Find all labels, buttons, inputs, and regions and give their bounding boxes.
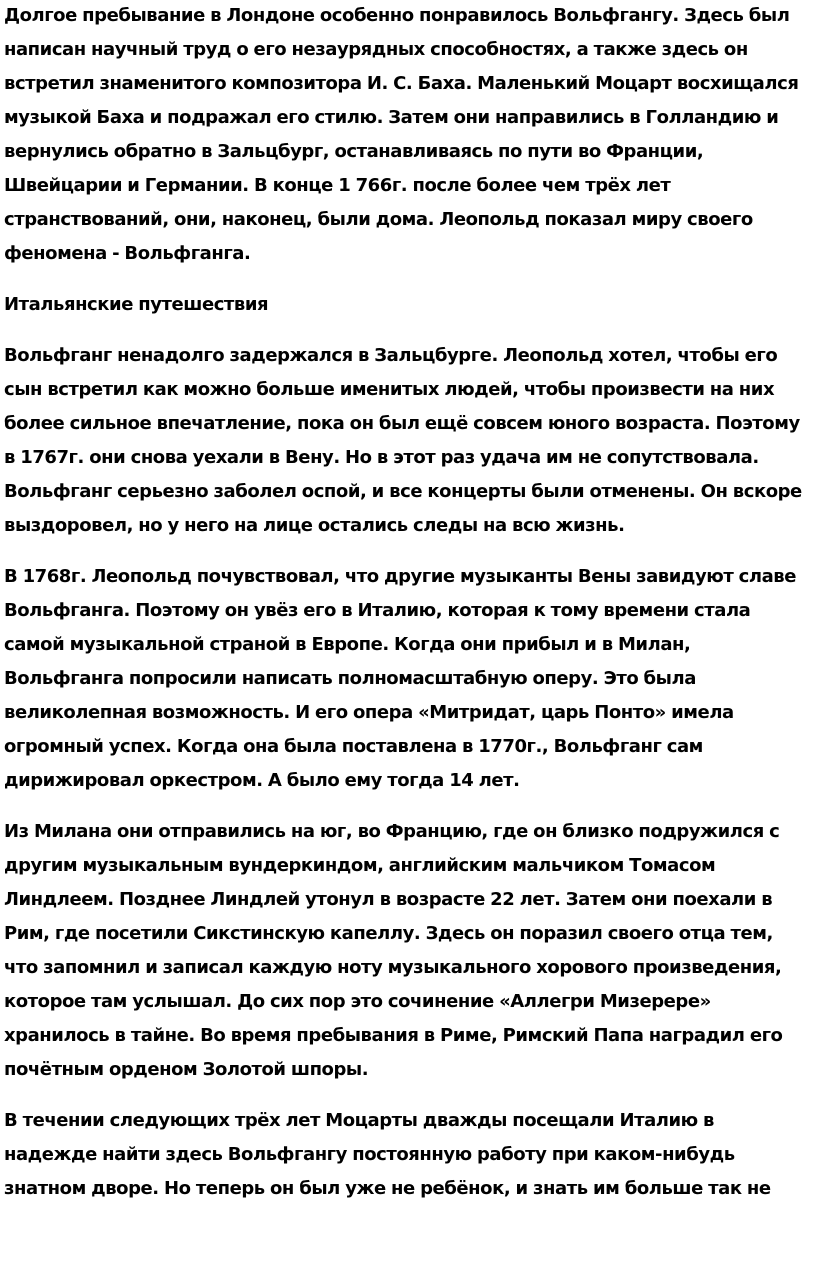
paragraph-rome: Из Милана они отправились на юг, во Францию, где он близко подружился с другим музыкальным вундеркиндом, английским мальчиком Томасом Линдлеем. Позднее Линдлей утонул в возрасте 22 лет. Затем они поехали в Рим, где посетили Сикстинскую капеллу. Здесь он поразил своего отца тем, что запомнил и записал каждую ноту музыкального хорового произведения, которое там услышал. До сих пор это сочинение «Аллегри Мизерере» хранилось в тайне. Во время пребывания в Риме, Римский Папа наградил его почётным орденом Золотой шпоры.: [4, 821, 783, 1080]
paragraph-next-years: В течении следующих трёх лет Моцарты дважды посещали Италию в надежде найти здесь Вольфгангу постоянную работу при каком-нибудь знатном дворе. Но теперь он был уже не ребёнок, и знать им больше так не: [4, 1110, 771, 1199]
paragraph-milan-opera: В 1768г. Леопольд почувствовал, что другие музыканты Вены завидуют славе Вольфганга. Поэтому он увёз его в Италию, которая к тому времени стала самой музыкальной страной в Европе. Когда они прибыл и в Милан, Вольфганга попросили написать полномасштабную оперу. Это была великолепная возможность. И его опера «Митридат, царь Понто» имела огромный успех. Когда она была поставлена в 1770г., Вольфганг сам дирижировал оркестром. А было ему тогда 14 лет.: [4, 566, 796, 791]
paragraph-salzburg-vienna: Вольфганг ненадолго задержался в Зальцбурге. Леопольд хотел, чтобы его сын встретил как можно больше именитых людей, чтобы произвести на них более сильное впечатление, пока он был ещё совсем юного возраста. Поэтому в 1767г. они снова уехали в Вену. Но в этот раз удача им не сопутствовала. Вольфганг серьезно заболел оспой, и все концерты были отменены. Он вскоре выздоровел, но у него на лице остались следы на всю жизнь.: [4, 345, 802, 536]
paragraph-london: Долгое пребывание в Лондоне особенно понравилось Вольфгангу. Здесь был написан научный труд о его незаурядных способностях, а также здесь он встретил знаменитого композитора И. С. Баха. Маленький Моцарт восхищался музыкой Баха и подражал его стилю. Затем они направились в Голландию и вернулись обратно в Зальцбург, останавливаясь по пути во Франции, Швейцарии и Германии. В конце 1 766г. после более чем трёх лет странствований, они, наконец, были дома. Леопольд показал миру своего феномена - Вольфганга.: [4, 5, 799, 264]
section-heading-italian-travels: Итальянские путешествия: [4, 294, 269, 315]
